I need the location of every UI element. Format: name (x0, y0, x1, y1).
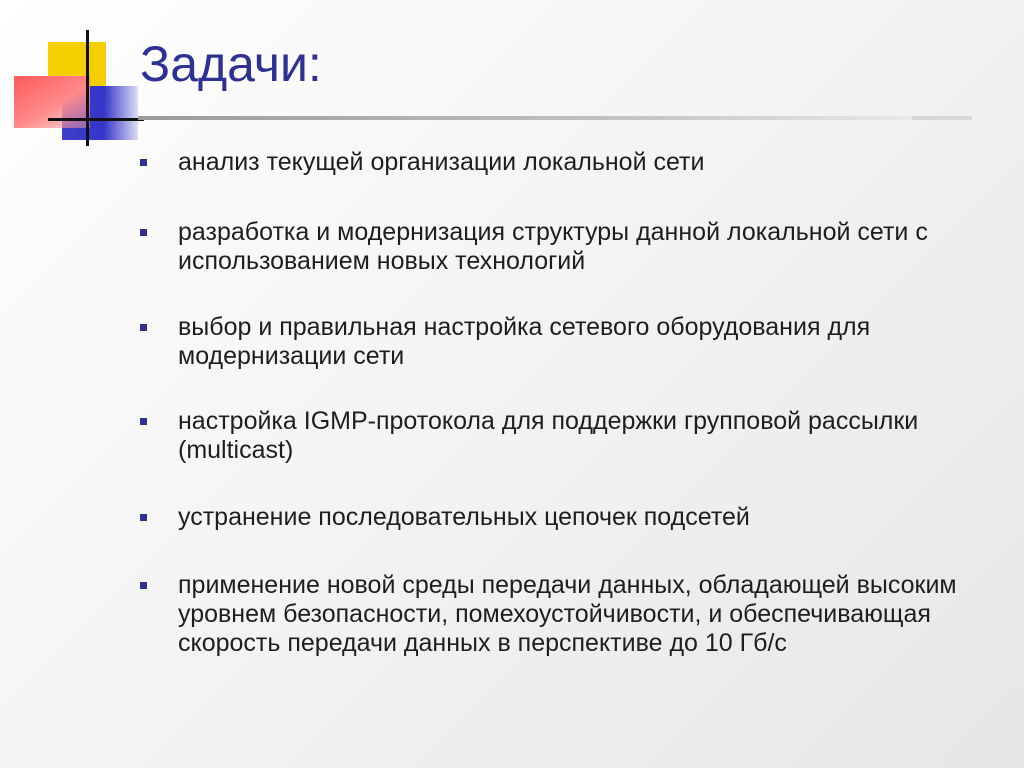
bullet-text: выбор и правильная настройка сетевого оборудования для модернизации сети (178, 313, 871, 370)
bullet-text: применение новой среды передачи данных, обладающей высоким уровнем безопасности, помехоустойчивости, и обеспечивающая скорость передачи данных в перспективе до 10 Гб/с (178, 571, 957, 657)
bullet-text: устранение последовательных цепочек подсетей (178, 503, 750, 531)
bullet-text: настройка IGMP-протокола для поддержки групповой рассылки (multicast) (178, 407, 919, 464)
bullet-item (140, 313, 990, 371)
bullet-item (140, 148, 704, 177)
bullet-text: разработка и модернизация структуры данной локальной сети с использованием новых технологий (178, 218, 928, 275)
square-bullet-icon (140, 514, 147, 521)
square-bullet-icon (140, 229, 147, 236)
square-bullet-icon (140, 324, 147, 331)
bullet-item (140, 407, 990, 465)
square-bullet-icon (140, 159, 147, 166)
square-bullet-icon (140, 418, 147, 425)
decorative-logo (0, 0, 150, 150)
bullet-item (140, 218, 990, 276)
bullet-item (140, 571, 990, 658)
slide-title: Задачи: (140, 36, 322, 92)
logo-vertical-line (86, 30, 89, 146)
logo-horizontal-line (48, 118, 144, 121)
square-bullet-icon (140, 582, 147, 589)
bullet-item (140, 503, 750, 532)
bullet-text: анализ текущей организации локальной сети (178, 148, 705, 176)
title-divider-tail (912, 116, 972, 120)
title-divider (138, 116, 978, 120)
